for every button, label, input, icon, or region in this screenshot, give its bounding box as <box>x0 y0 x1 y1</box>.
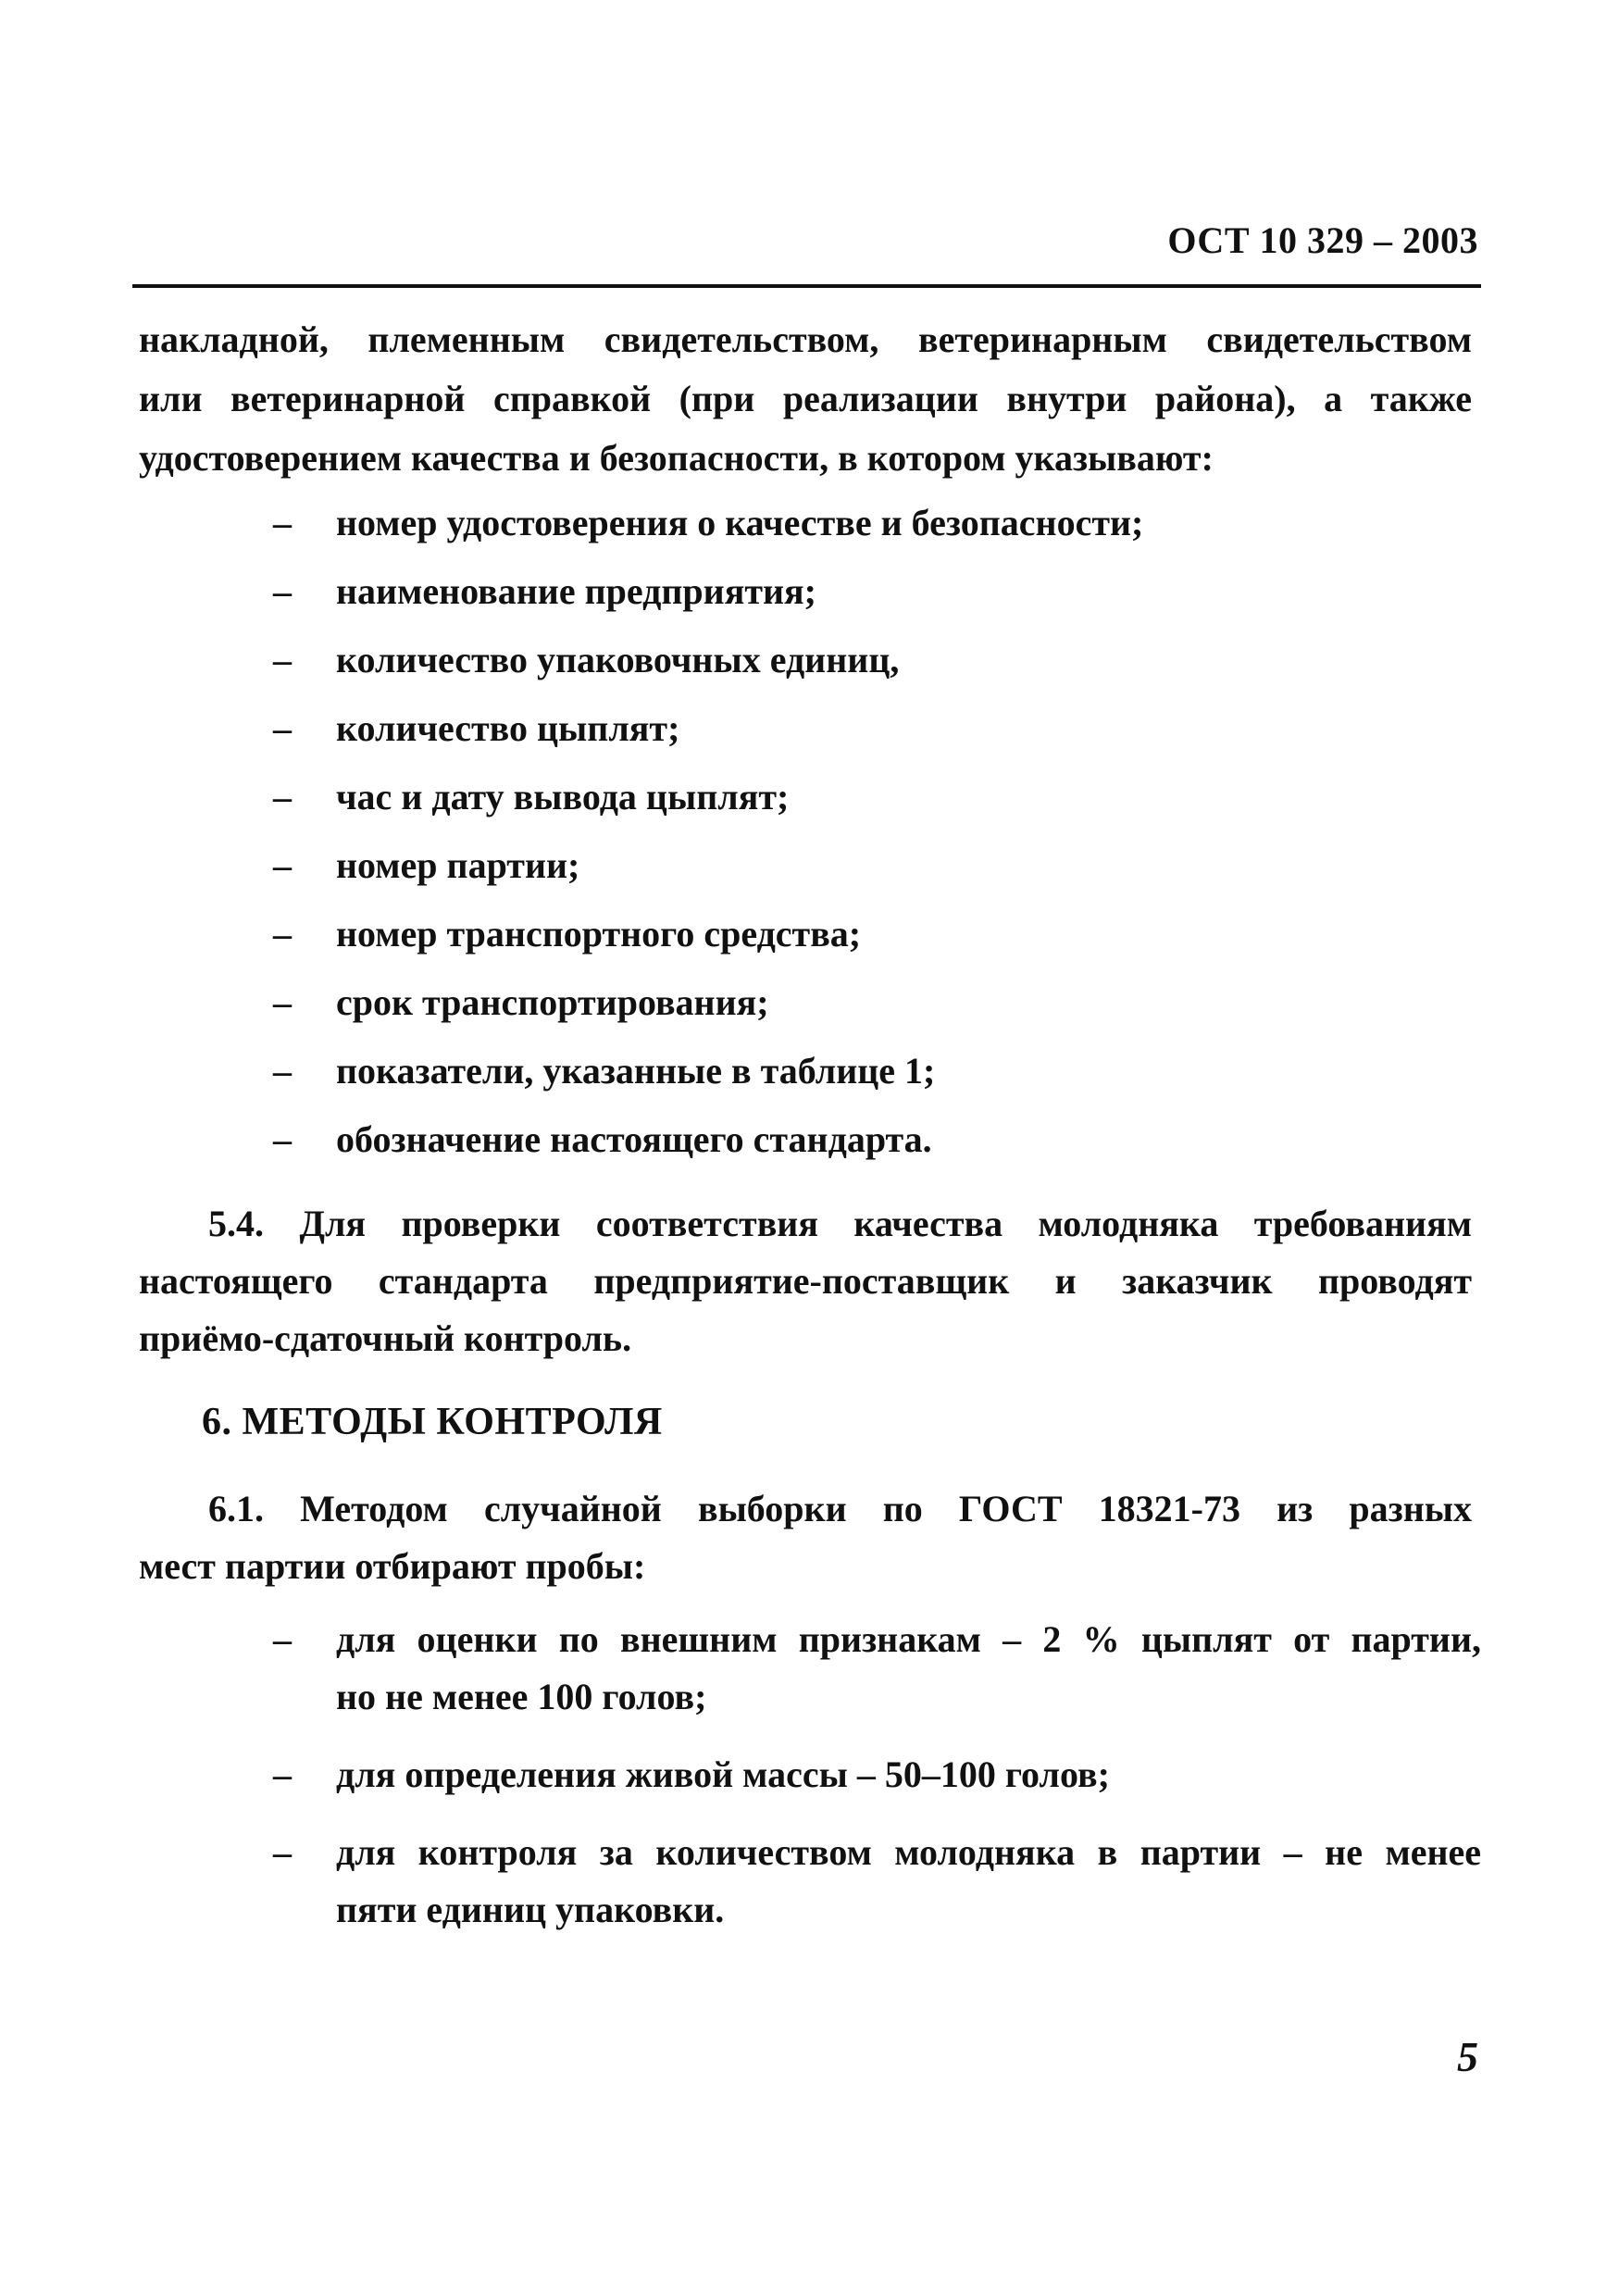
list-item <box>139 1746 1481 1803</box>
clause-line: 6.1. Методом случайной выборки по ГОСТ 18321-73 из разных <box>208 1488 1472 1529</box>
list-item-text: срок транспортирования; <box>336 981 769 1023</box>
list-item <box>139 564 1481 632</box>
list-item <box>139 1043 1481 1112</box>
clause-5-4 <box>139 1194 1472 1366</box>
list-item <box>139 632 1481 701</box>
list-item-text: для контроля за количеством молодняка в партии – не менее <box>336 1831 1481 1873</box>
dash-bullet: – <box>273 981 292 1023</box>
dash-bullet: – <box>273 1618 292 1660</box>
list-item-text: номер транспортного средства; <box>336 913 862 955</box>
list-item <box>139 1611 1481 1726</box>
dash-bullet: – <box>273 570 292 612</box>
list-item-text: для определения живой массы – 50–100 голов; <box>336 1753 1110 1795</box>
dash-bullet: – <box>273 1753 292 1795</box>
clause-line: 5.4. Для проверки соответствия качества молодняка требованиям <box>208 1203 1472 1244</box>
dash-bullet: – <box>273 1050 292 1092</box>
document-code: ОСТ 10 329 – 2003 <box>1167 219 1478 261</box>
sample-items-list <box>139 1611 1481 1959</box>
dash-bullet: – <box>273 502 292 543</box>
section-heading: 6. МЕТОДЫ КОНТРОЛЯ <box>202 1401 663 1443</box>
dash-bullet: – <box>273 639 292 680</box>
list-item <box>139 701 1481 769</box>
certificate-items-list <box>139 495 1481 1180</box>
intro-paragraph <box>139 310 1472 488</box>
dash-bullet: – <box>273 1118 292 1160</box>
dash-bullet: – <box>273 844 292 886</box>
intro-line: удостоверением качества и безопасности, в котором указывают: <box>139 437 1214 479</box>
dash-bullet: – <box>273 1831 292 1873</box>
dash-bullet: – <box>273 707 292 749</box>
list-item-text: количество цыплят; <box>336 707 680 749</box>
list-item <box>139 1824 1481 1939</box>
list-item-text: наименование предприятия; <box>336 570 816 612</box>
clause-6-1 <box>139 1479 1472 1594</box>
list-item <box>139 769 1481 838</box>
list-item <box>139 838 1481 906</box>
list-item-text: номер удостоверения о качестве и безопасности; <box>336 502 1144 543</box>
list-item-text: количество упаковочных единиц, <box>336 639 900 680</box>
list-item-text: обозначение настоящего стандарта. <box>336 1118 932 1160</box>
intro-line: или ветеринарной справкой (при реализации внутри района), а также <box>139 378 1472 419</box>
clause-line: приёмо-сдаточный контроль. <box>139 1317 632 1359</box>
dash-bullet: – <box>273 776 292 817</box>
intro-line: накладной, племенным свидетельством, ветеринарным свидетельством <box>139 318 1472 360</box>
list-item-text: для оценки по внешним признакам – 2 % цыплят от партии, <box>336 1618 1481 1660</box>
list-item-text: час и дату вывода цыплят; <box>336 776 790 817</box>
dash-bullet: – <box>273 913 292 955</box>
clause-line: мест партии отбирают пробы: <box>139 1545 646 1587</box>
list-item <box>139 495 1481 564</box>
list-item-text: но не менее 100 голов; <box>336 1676 707 1717</box>
page-number: 5 <box>1457 2033 1478 2080</box>
header-rule <box>132 284 1481 288</box>
list-item <box>139 1112 1481 1180</box>
list-item <box>139 975 1481 1043</box>
clause-line: настоящего стандарта предприятие-поставщик и заказчик проводят <box>139 1260 1472 1302</box>
list-item-text: показатели, указанные в таблице 1; <box>336 1050 936 1092</box>
list-item <box>139 906 1481 975</box>
list-item-text: пяти единиц упаковки. <box>336 1889 725 1930</box>
list-item-text: номер партии; <box>336 844 580 886</box>
